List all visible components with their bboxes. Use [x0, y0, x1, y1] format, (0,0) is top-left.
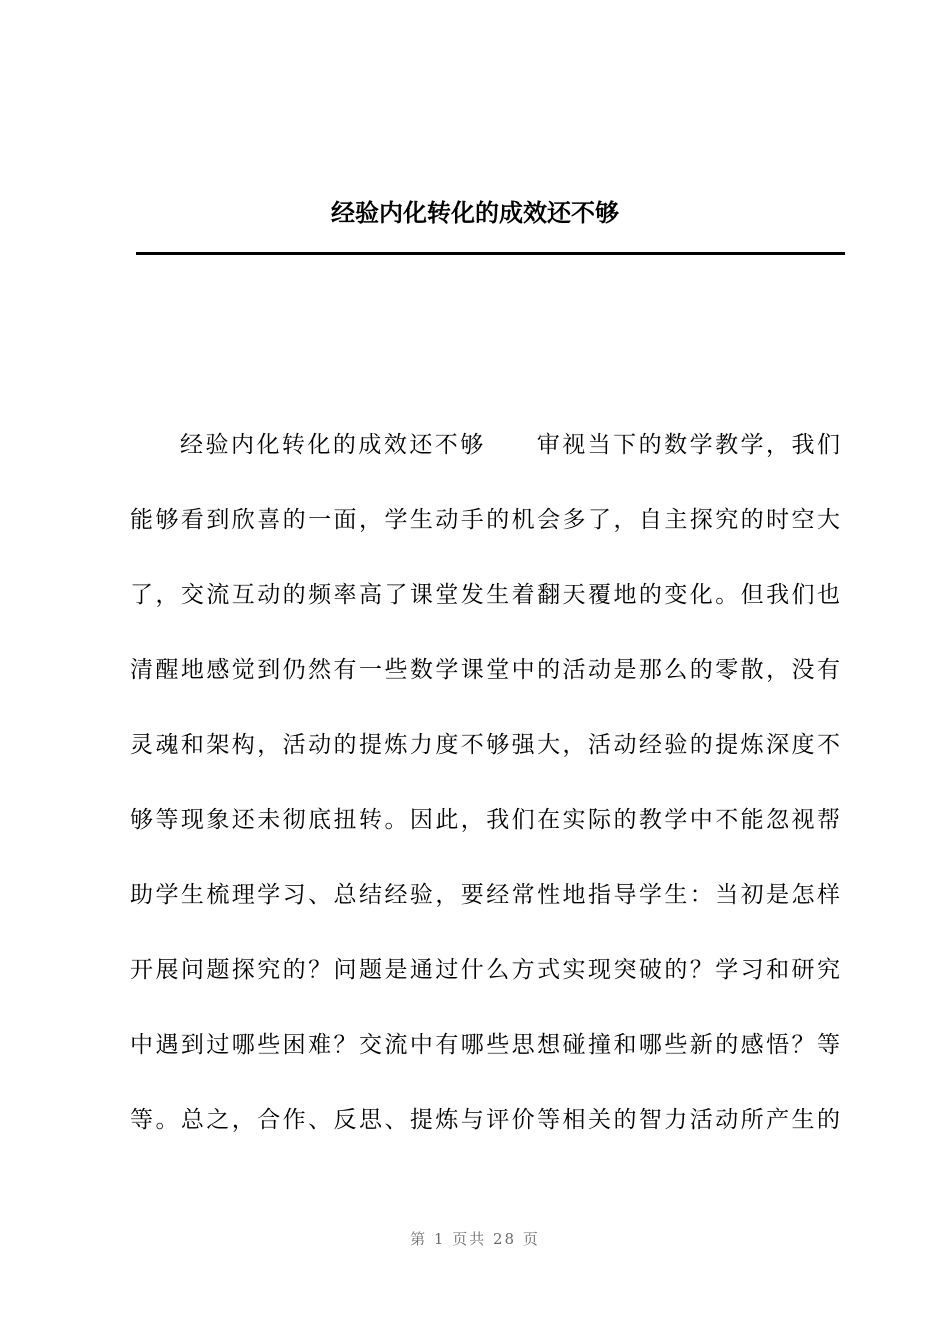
paragraph-line: 中遇到过哪些困难？交流中有哪些思想碰撞和哪些新的感悟？等 [130, 1032, 840, 1058]
paragraph-line: 够等现象还未彻底扭转。因此，我们在实际的教学中不能忽视帮 [130, 807, 840, 833]
body-paragraph [130, 410, 840, 1160]
paragraph-line: 开展问题探究的？问题是通过什么方式实现突破的？学习和研究 [130, 957, 840, 983]
paragraph-line: 经验内化转化的成效还不够 审视当下的数学教学，我们 [180, 432, 840, 458]
paragraph-line: 清醒地感觉到仍然有一些数学课堂中的活动是那么的零散，没有 [130, 657, 840, 683]
paragraph-line: 等。总之，合作、反思、提炼与评价等相关的智力活动所产生的 [130, 1107, 840, 1133]
page-number-footer: 第 1 页共 28 页 [410, 1230, 540, 1248]
title-underline [136, 252, 845, 255]
paragraph-line: 了，交流互动的频率高了课堂发生着翻天覆地的变化。但我们也 [130, 582, 840, 608]
paragraph-line: 灵魂和架构，活动的提炼力度不够强大，活动经验的提炼深度不 [130, 732, 840, 758]
paragraph-line: 能够看到欣喜的一面，学生动手的机会多了，自主探究的时空大 [130, 507, 840, 533]
page-title: 经验内化转化的成效还不够 [331, 198, 619, 227]
paragraph-line: 助学生梳理学习、总结经验，要经常性地指导学生：当初是怎样 [130, 882, 840, 908]
